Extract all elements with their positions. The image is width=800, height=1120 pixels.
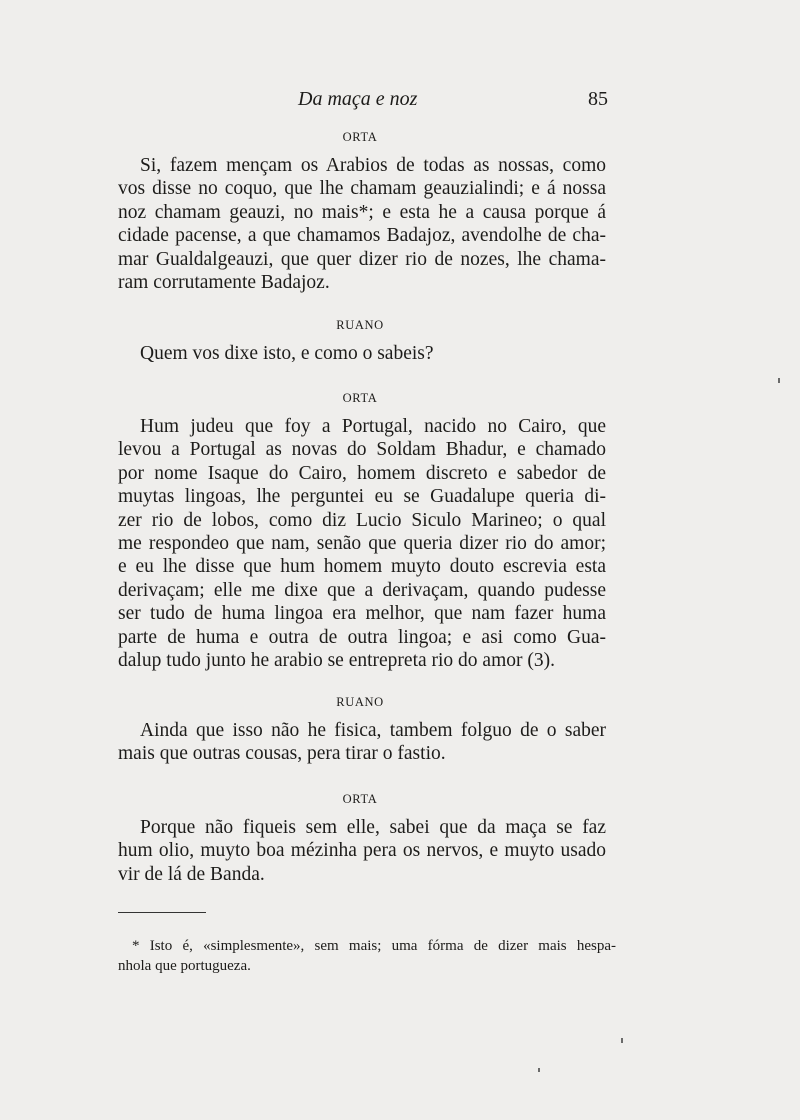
- text-line: Hum judeu que foy a Portugal, nacido no Cairo, que: [140, 416, 606, 437]
- text-line: ram corrutamente Badajoz.: [118, 271, 330, 293]
- speaker-label: ORTA: [342, 792, 378, 806]
- footnote-rule: [118, 912, 206, 913]
- text-line: vos disse no coquo, que lhe chamam geauzialindi; e á nossa: [118, 178, 606, 200]
- speech-paragraph: [118, 816, 606, 886]
- text-line: Si, fazem mençam os Arabios de todas as nossas, como: [140, 155, 606, 176]
- text-line: me respondeo que nam, senão que queria dizer rio do amor;: [118, 532, 606, 554]
- speech-paragraph: [118, 154, 606, 294]
- paper-speck: [538, 1068, 540, 1072]
- text-line: dalup tudo junto he arabio se entrepreta rio do amor (3).: [118, 649, 555, 671]
- speaker-label: RUANO: [336, 318, 384, 332]
- text-line: cidade pacense, a que chamamos Badajoz, avendolhe de cha-: [118, 225, 606, 247]
- text-line: Ainda que isso não he fisica, tambem folguo de o saber: [140, 720, 606, 741]
- text-line: mais que outras cousas, pera tirar o fastio.: [118, 743, 446, 765]
- text-line: zer rio de lobos, como diz Lucio Siculo Marineo; o qual: [118, 509, 606, 531]
- footnote-line: * Isto é, «simplesmente», sem mais; uma fórma de dizer mais hespa-: [132, 938, 616, 954]
- text-line: Quem vos dixe isto, e como o sabeis?: [140, 343, 434, 364]
- text-line: hum olio, muyto boa mézinha pera os nervos, e muyto usado: [118, 840, 606, 862]
- speech-paragraph: [118, 415, 606, 672]
- text-line: muytas lingoas, lhe perguntei eu se Guadalupe queria di-: [118, 486, 606, 508]
- page-number: 85: [588, 88, 608, 110]
- text-line: vir de lá de Banda.: [118, 863, 265, 885]
- text-line: mar Gualdalgeauzi, que quer dizer rio de nozes, lhe chama-: [118, 248, 606, 270]
- text-line: por nome Isaque do Cairo, homem discreto e sabedor de: [118, 462, 606, 484]
- text-line: noz chamam geauzi, no mais*; e esta he a causa porque á: [118, 201, 606, 223]
- paper-speck: [778, 378, 780, 383]
- speaker-label: RUANO: [336, 695, 384, 709]
- text-line: parte de huma e outra de outra lingoa; e asi como Gua-: [118, 626, 606, 648]
- text-line: ser tudo de huma lingoa era melhor, que nam fazer huma: [118, 603, 606, 625]
- speech-paragraph: [118, 342, 606, 365]
- footnote: [118, 936, 616, 976]
- text-line: Porque não fiqueis sem elle, sabei que da maça se faz: [140, 817, 606, 838]
- paper-speck: [621, 1038, 623, 1043]
- speech-paragraph: [118, 719, 606, 766]
- text-line: levou a Portugal as novas do Soldam Bhadur, e chamado: [118, 439, 606, 461]
- footnote-line: nhola que portugueza.: [118, 958, 251, 974]
- text-line: e eu lhe disse que hum homem muyto douto escrevia esta: [118, 556, 606, 578]
- running-head-title: Da maça e noz: [298, 88, 418, 110]
- speaker-label: ORTA: [342, 130, 378, 144]
- text-line: derivaçam; elle me dixe que a derivaçam, quando pudesse: [118, 579, 606, 601]
- speaker-label: ORTA: [342, 391, 378, 405]
